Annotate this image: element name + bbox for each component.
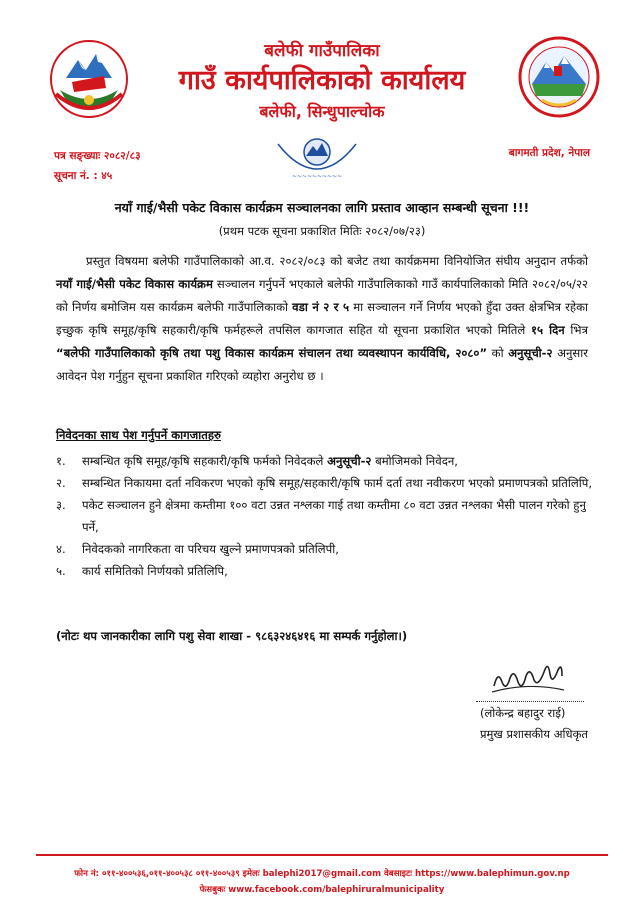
province-label: बागमती प्रदेश, नेपाल — [508, 147, 590, 159]
signatory-name: (लोकेन्द्र बहादुर राई) — [480, 706, 566, 720]
notice-number: सूचना नं. : ४५ — [54, 170, 113, 182]
body-bold-5: अनुसूची-२ — [508, 346, 553, 360]
body-text-5: को — [487, 346, 509, 360]
notice-body — [56, 250, 588, 388]
list-item: ५. कार्य समितिको निर्णयको प्रतिलिपि, — [56, 564, 228, 578]
signature-line — [476, 701, 584, 702]
footer-contact: फोन नं: ०११-४००५३६,०११-४००५३८ ०११-४००५३९ इमेलः balephi2017@gmail.com वेबसाइटः https://www.balephimun.gov.np — [74, 869, 570, 879]
reference-block — [54, 146, 141, 186]
documents-list — [56, 450, 596, 582]
body-bold-4: “बलेफी गाउँपालिकाको कृषि तथा पशु विकास कार्यक्रम संचालन तथा व्यवस्थापन कार्यविधि, २०८०” — [56, 346, 488, 360]
list-item: १. सम्बन्धित कृषि समूह/कृषि सहकारी/कृषि फर्मको निवेदकले अनुसूची-२ बमोजिमको निवेदन, — [56, 454, 458, 468]
list-item: ३. पकेट सञ्चालन हुने क्षेत्रमा कम्तीमा १०० वटा उन्नत नश्लका गाई तथा कम्तीमा ८० वटा उन्नत नश्लका भैसी पालन गरेको हुनु पर्ने, — [56, 498, 586, 534]
body-text-2: सञ्चालन गर्नुपर्ने भएकाले बलेफी गाउँपालिकाको गाउँ कार्यपालिकाको मिति २०८२/०५/२२ को निर्णय बमोजिम यस कार्यक्रम बलेफी गाउँपालिकाको — [56, 277, 588, 314]
body-text-1: प्रस्तुत विषयमा बलेफी गाउँपालिकाको आ.व. २०८२/०८३ को बजेट तथा कार्यक्रममा विनियोजित संघीय अनुदान तर्फको — [86, 254, 588, 268]
footer-facebook: फेसबुकः www.facebook.com/balephiruralmunicipality — [199, 885, 445, 895]
municipality-name: बलेफी गाउँपालिका — [264, 41, 380, 61]
letter-number: पत्र सङ्ख्याः २०८२/८३ — [54, 150, 141, 162]
svg-text:~~~~~~~~~~: ~~~~~~~~~~ — [291, 173, 343, 180]
body-bold-2: वडा नं २ र ५ — [292, 300, 350, 314]
office-address: बलेफी, सिन्धुपाल्चोक — [259, 102, 385, 121]
documents-heading: निवेदनका साथ पेश गर्नुपर्ने कागजातहरु — [56, 428, 221, 442]
body-text-6: अनुसार आवेदन पेश गर्नुहुन सूचना प्रकाशित गरिएको व्यहोरा अनुरोध छ । — [56, 346, 589, 383]
notice-subtitle: (प्रथम पटक सूचना प्रकाशित मितिः २०८२/०७/२३) — [218, 224, 426, 238]
body-bold-3: १५ दिन — [530, 323, 565, 337]
body-text-4: भित्र — [564, 323, 588, 337]
notice-title: नयाँ गाई/भैसी पकेट विकास कार्यक्रम सञ्चालनका लागि प्रस्ताव आव्हान सम्बन्धी सूचना !!! — [114, 200, 530, 215]
signature-icon — [488, 652, 568, 700]
footer-divider — [36, 854, 608, 856]
office-seal-icon — [272, 134, 362, 194]
contact-note: (नोटः थप जानकारीका लागि पशु सेवा शाखा - ९८६३२४६४१६ मा सम्पर्क गर्नुहोला।) — [56, 629, 408, 643]
letterhead — [0, 0, 644, 130]
office-name: गाउँ कार्यपालिकाको कार्यालय — [178, 65, 466, 96]
signatory-title: प्रमुख प्रशासकीय अधिकृत — [480, 727, 588, 741]
footer — [30, 866, 614, 898]
list-item: २. सम्बन्धित निकायमा दर्ता नविकरण भएको कृषि समूह/सहकारी/कृषि फार्म दर्ता तथा नवीकरण भएको प्रमाणपत्रको प्रतिलिपि, — [56, 476, 593, 490]
list-item: ४. निवेदकको नागरिकता वा परिचय खुल्ने प्रमाणपत्रको प्रतिलिपी, — [56, 542, 339, 556]
body-text-3: मा सञ्चालन गर्ने निर्णय भएको हुँदा उक्त क्षेत्रभित्र रहेका इच्छुक कृषि समूह/कृषि सहकारी/कृषि फर्महरूले तपसिल कागजात सहित यो सूचना प्रकाशित भएको मितिले — [56, 300, 588, 337]
body-bold-1: नयाँ गाई/भैसी पकेट विकास कार्यक्रम — [56, 277, 213, 291]
